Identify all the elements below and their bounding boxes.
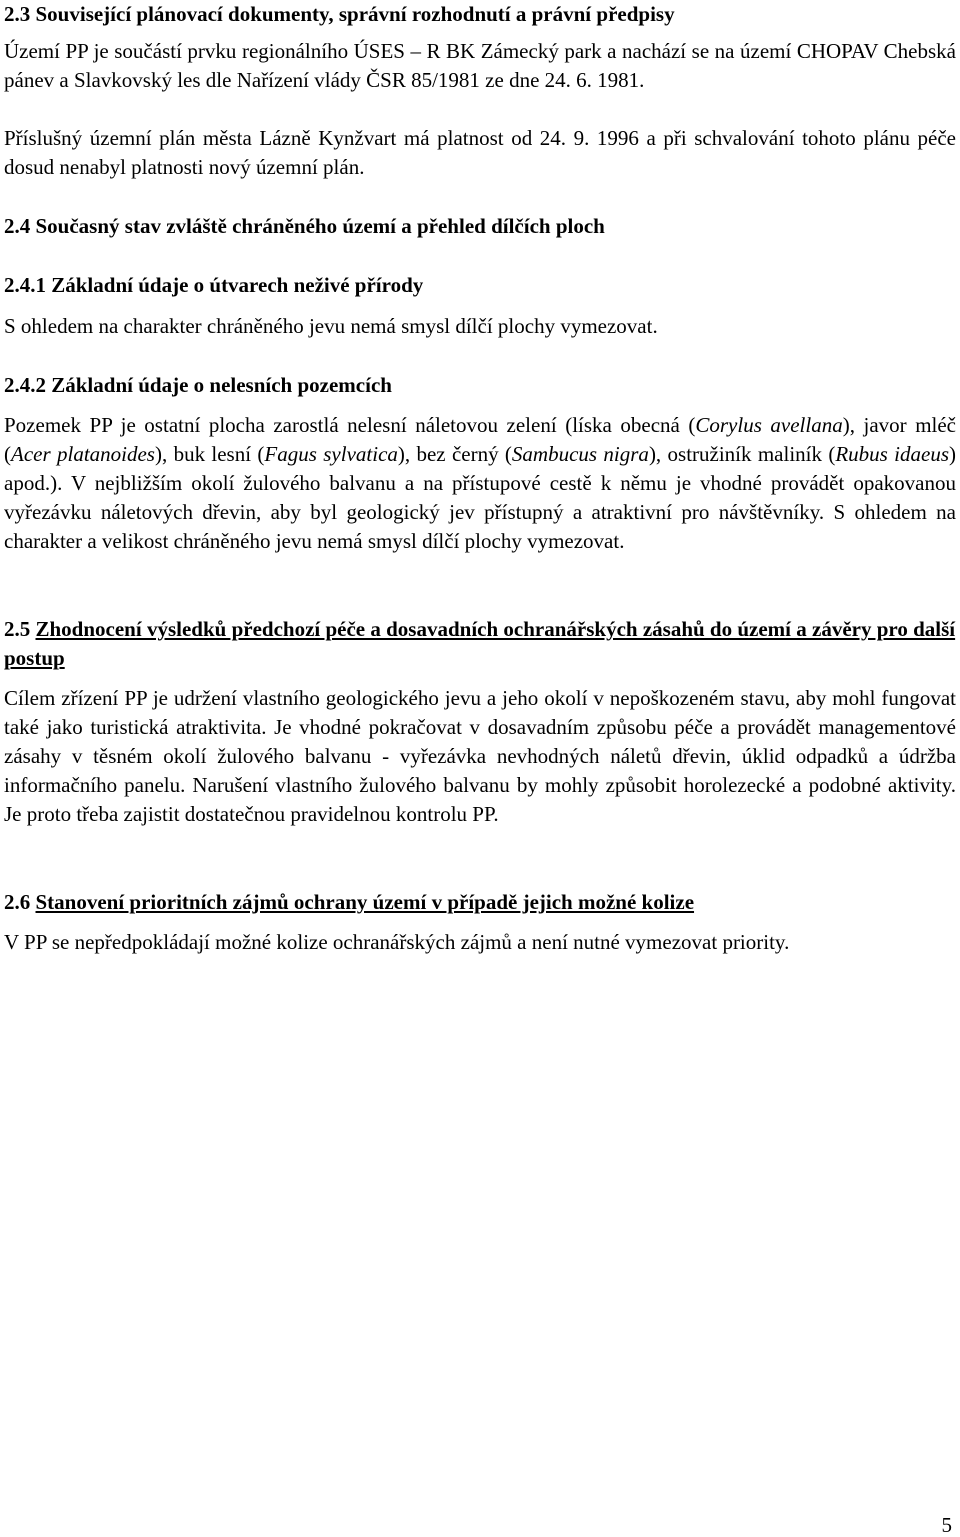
page-number: 5	[941, 1513, 952, 1537]
species-sambucus: Sambucus nigra	[511, 442, 649, 466]
paragraph-2-4-2	[4, 411, 956, 556]
heading-2-6	[4, 888, 694, 917]
heading-2-4: 2.4 Současný stav zvláště chráněného území a přehled dílčích ploch	[4, 214, 605, 238]
species-rubus: Rubus idaeus	[835, 442, 950, 466]
text-run: ), javor mléč (	[4, 413, 957, 466]
heading-2-5	[4, 615, 956, 673]
paragraph-2-5: Cílem zřízení PP je udržení vlastního geologického jevu a jeho okolí v nepoškozeném stavu, aby mohl fungovat také jako turistická atraktivita. Je vhodné pokračovat v dosavadním způsobu péče a provádět managementové zásahy v těsném okolí žulového balvanu - vyřezávka nevhodných náletů dřevin, úklid odpadků a údržba informačního panelu. Narušení vlastního žulového balvanu by mohly způsobit horolezecké a podobné aktivity. Je proto třeba zajistit dostatečnou pravidelnou kontrolu PP.	[4, 686, 956, 826]
species-fagus: Fagus sylvatica	[264, 442, 398, 466]
species-corylus: Corylus avellana	[695, 413, 843, 437]
text-run: ) apod.). V nejbližším okolí žulového balvanu a na přístupové cestě k němu je vhodné provádět opakovanou vyřezávku náletových dřevin, aby byl geologický jev přístupný a atraktivní pro návštěvníky. S ohledem na charakter a velikost chráněného jevu nemá smysl dílčí plochy vymezovat.	[4, 442, 957, 553]
paragraph-2-3-plan: Příslušný územní plán města Lázně Kynžvart má platnost od 24. 9. 1996 a při schvalování tohoto plánu péče dosud nenabyl platnosti nový územní plán.	[4, 126, 956, 179]
paragraph-2-3-uses: Území PP je součástí prvku regionálního ÚSES – R BK Zámecký park a nachází se na území CHOPAV Chebská pánev a Slavkovský les dle Nařízení vlády ČSR 85/1981 ze dne 24. 6. 1981.	[4, 39, 956, 92]
text-run: Pozemek PP je ostatní plocha zarostlá nelesní náletovou zelení (líska obecná (	[4, 413, 696, 437]
text-run: ), ostružiník maliník (	[648, 442, 836, 466]
paragraph-2-4-1: S ohledem na charakter chráněného jevu nemá smysl dílčí plochy vymezovat.	[4, 314, 658, 338]
heading-2-5-number: 2.5	[4, 617, 36, 641]
text-run: ), buk lesní (	[154, 442, 265, 466]
paragraph-2-6: V PP se nepředpokládají možné kolize ochranářských zájmů a není nutné vymezovat priority.	[4, 930, 790, 954]
text-run: ), bez černý (	[397, 442, 512, 466]
heading-2-3: 2.3 Související plánovací dokumenty, správní rozhodnutí a právní předpisy	[4, 2, 675, 26]
heading-2-5-text: Zhodnocení výsledků předchozí péče a dosavadních ochranářských zásahů do území a závěry pro další postup	[4, 617, 956, 670]
species-acer: Acer platanoides	[11, 442, 155, 466]
heading-2-4-2: 2.4.2 Základní údaje o nelesních pozemcích	[4, 373, 392, 397]
heading-2-4-1: 2.4.1 Základní údaje o útvarech neživé přírody	[4, 273, 424, 297]
heading-2-6-text: Stanovení prioritních zájmů ochrany území v případě jejich možné kolize	[35, 890, 695, 914]
heading-2-6-number: 2.6	[4, 890, 36, 914]
